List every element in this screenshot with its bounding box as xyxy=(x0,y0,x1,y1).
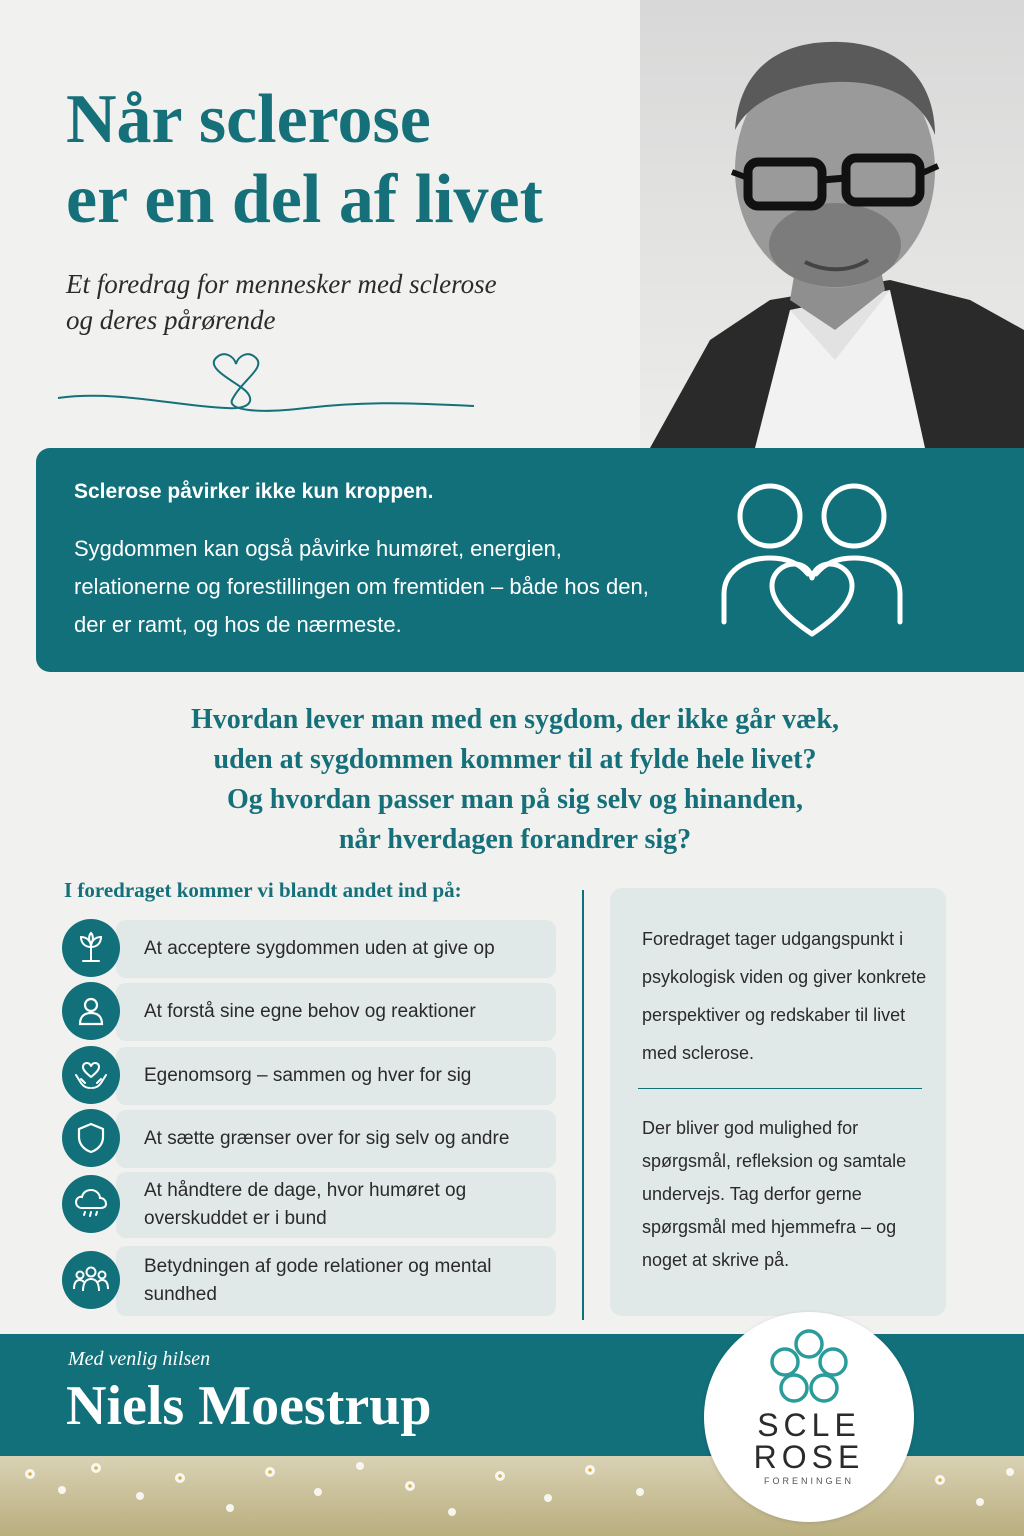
central-question xyxy=(100,700,930,860)
logo-text-scle: SCLE xyxy=(757,1407,861,1443)
logo-text-rose: ROSE xyxy=(753,1439,865,1475)
person-icon xyxy=(62,982,120,1040)
subtitle-line-1: Et foredrag for mennesker med sclerose xyxy=(66,269,497,299)
rain-cloud-icon xyxy=(62,1175,120,1233)
info-text-questions: Der bliver god mulighed for spørgsmål, refleksion og samtale undervejs. Tag derfor gerne spørgsmål med hjemmefra – og noget at skrive på. xyxy=(642,1118,907,1270)
sprout-icon xyxy=(62,919,120,977)
topic-item xyxy=(62,983,556,1041)
topic-label: Egenomsorg – sammen og hver for sig xyxy=(144,1065,472,1086)
column-divider xyxy=(582,890,584,1320)
group-icon xyxy=(62,1251,120,1309)
info-text-approach: Foredraget tager udgangspunkt i psykologisk viden og giver konkrete perspektiver og redskaber til livet med sclerose. xyxy=(642,929,927,1063)
greeting: Med venlig hilsen xyxy=(68,1348,211,1370)
intro-heading: Sclerose påvirker ikke kun kroppen. xyxy=(74,480,434,503)
question-line-2: uden at sygdommen kommer til at fylde hele livet? xyxy=(213,744,817,775)
flower-logo-icon xyxy=(766,1326,852,1406)
topics-heading: I foredraget kommer vi blandt andet ind på: xyxy=(64,878,462,902)
topic-item xyxy=(62,920,556,978)
topic-label: At forstå sine egne behov og reaktioner xyxy=(144,1001,476,1022)
shield-icon xyxy=(62,1109,120,1167)
speaker-portrait xyxy=(640,0,1024,448)
intro-box xyxy=(36,448,1024,672)
question-line-1: Hvordan lever man med en sygdom, der ikke går væk, xyxy=(191,704,839,735)
sclerose-foreningen-logo xyxy=(704,1312,914,1522)
topic-item xyxy=(62,1110,556,1168)
topic-label: At håndtere de dage, hvor humøret og overskuddet er i bund xyxy=(144,1180,467,1229)
subtitle xyxy=(66,266,666,338)
info-divider xyxy=(638,1088,922,1089)
topic-label: At acceptere sygdommen uden at give op xyxy=(144,938,495,959)
hands-heart-icon xyxy=(62,1046,120,1104)
page-title xyxy=(66,80,686,240)
topic-label: At sætte grænser over for sig selv og andre xyxy=(144,1128,510,1149)
question-line-3: Og hvordan passer man på sig selv og hinanden, xyxy=(227,784,803,815)
logo-text-foreningen: FORENINGEN xyxy=(763,1476,854,1486)
subtitle-line-2: og deres pårørende xyxy=(66,305,276,335)
topic-item xyxy=(62,1246,556,1316)
heart-line-decoration xyxy=(56,350,476,430)
signer-name: Niels Moestrup xyxy=(66,1375,432,1437)
title-line-1: Når sclerose xyxy=(66,81,431,158)
topic-item xyxy=(62,1172,556,1238)
info-card xyxy=(610,888,946,1316)
topic-item xyxy=(62,1047,556,1105)
title-line-2: er en del af livet xyxy=(66,161,543,238)
topic-label: Betydningen af gode relationer og mental sundhed xyxy=(144,1256,492,1305)
intro-body: Sygdommen kan også påvirke humøret, energien, relationerne og forestillingen om fremtiden – både hos den, der er ramt, og hos de nærmeste. xyxy=(74,536,649,637)
question-line-4: når hverdagen forandrer sig? xyxy=(338,824,692,855)
people-heart-icon xyxy=(712,476,912,646)
